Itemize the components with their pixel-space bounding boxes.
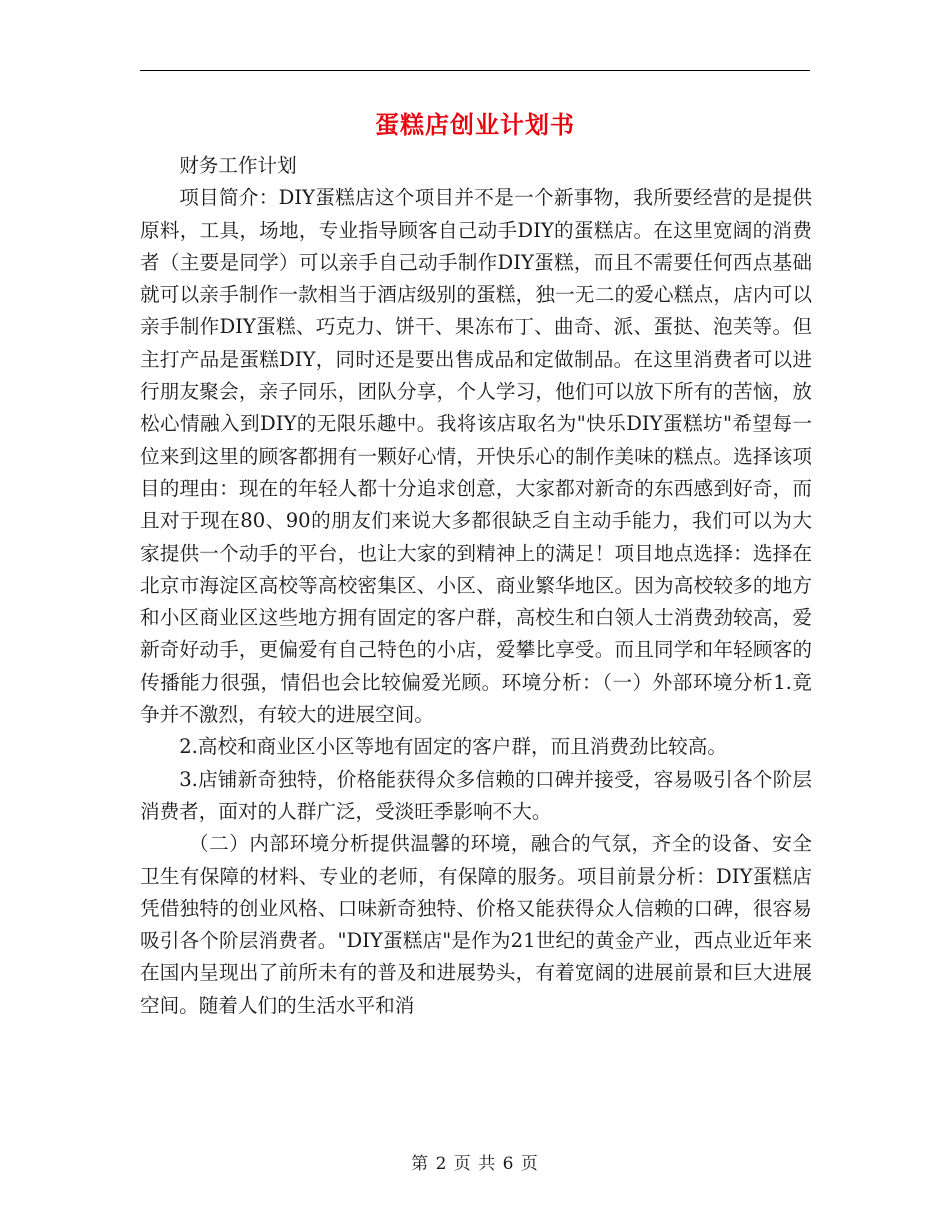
header-rule [140,70,810,71]
document-body [140,150,812,1022]
paragraph-section-heading: 财务工作计划 [179,154,297,177]
paragraph-internal-analysis: （二）内部环境分析提供温馨的环境，融合的气氛，齐全的设备、安全卫生有保障的材料、专业的老师，有保障的服务。项目前景分析：DIY蛋糕店凭借独特的创业风格、口味新奇独特、价格又能获得众人信赖的口碑，很容易吸引各个阶层消费者。"DIY蛋糕店"是作为21世纪的黄金产业，西点业近年来在国内呈现出了前所未有的普及和进展势头，有着宽阔的进展前景和巨大进展空间。随着人们的生活水平和消 [140,832,812,1017]
page-indicator: 第 2 页 共 6 页 [411,1154,539,1174]
paragraph-project-intro: 项目简介：DIY蛋糕店这个项目并不是一个新事物，我所要经营的是提供原料，工具，场地，专业指导顾客自己动手DIY的蛋糕店。在这里宽阔的消费者（主要是同学）可以亲手自己动手制作DIY蛋糕，而且不需要任何西点基础就可以亲手制作一款相当于酒店级别的蛋糕，独一无二的爱心糕点，店内可以亲手制作DIY蛋糕、巧克力、饼干、果冻布丁、曲奇、派、蛋挞、泡芙等。但主打产品是蛋糕DIY，同时还是要出售成品和定做制品。在这里消费者可以进行朋友聚会，亲子同乐，团队分享，个人学习，他们可以放下所有的苦恼，放松心情融入到DIY的无限乐趣中。我将该店取名为"快乐DIY蛋糕坊"希望每一位来到这里的顾客都拥有一颗好心情，开快乐心的制作美味的糕点。选择该项目的理由：现在的年轻人都十分追求创意，大家都对新奇的东西感到好奇，而且对于现在80、90的朋友们来说大多都很缺乏自主动手能力，我们可以为大家提供一个动手的平台，也让大家的到精神上的满足！项目地点选择：选择在北京市海淀区高校等高校密集区、小区、商业繁华地区。因为高校较多的地方和小区商业区这些地方拥有固定的客户群，高校生和白领人士消费劲较高，爱新奇好动手，更偏爱有自己特色的小店，爱攀比享受。而且同学和年轻顾客的传播能力很强，情侣也会比较偏爱光顾。环境分析：（一）外部环境分析1.竟争并不激烈，有较大的进展空间。 [140,186,812,727]
document-title: 蛋糕店创业计划书 [375,110,575,139]
paragraph-point-3: 3.店铺新奇独特，价格能获得众多信赖的口碑并接受，容易吸引各个阶层消费者，面对的人群广泛，受淡旺季影响不大。 [140,767,812,823]
paragraph-point-2: 2.高校和商业区小区等地有固定的客户群，而且消费劲比较高。 [179,735,727,759]
